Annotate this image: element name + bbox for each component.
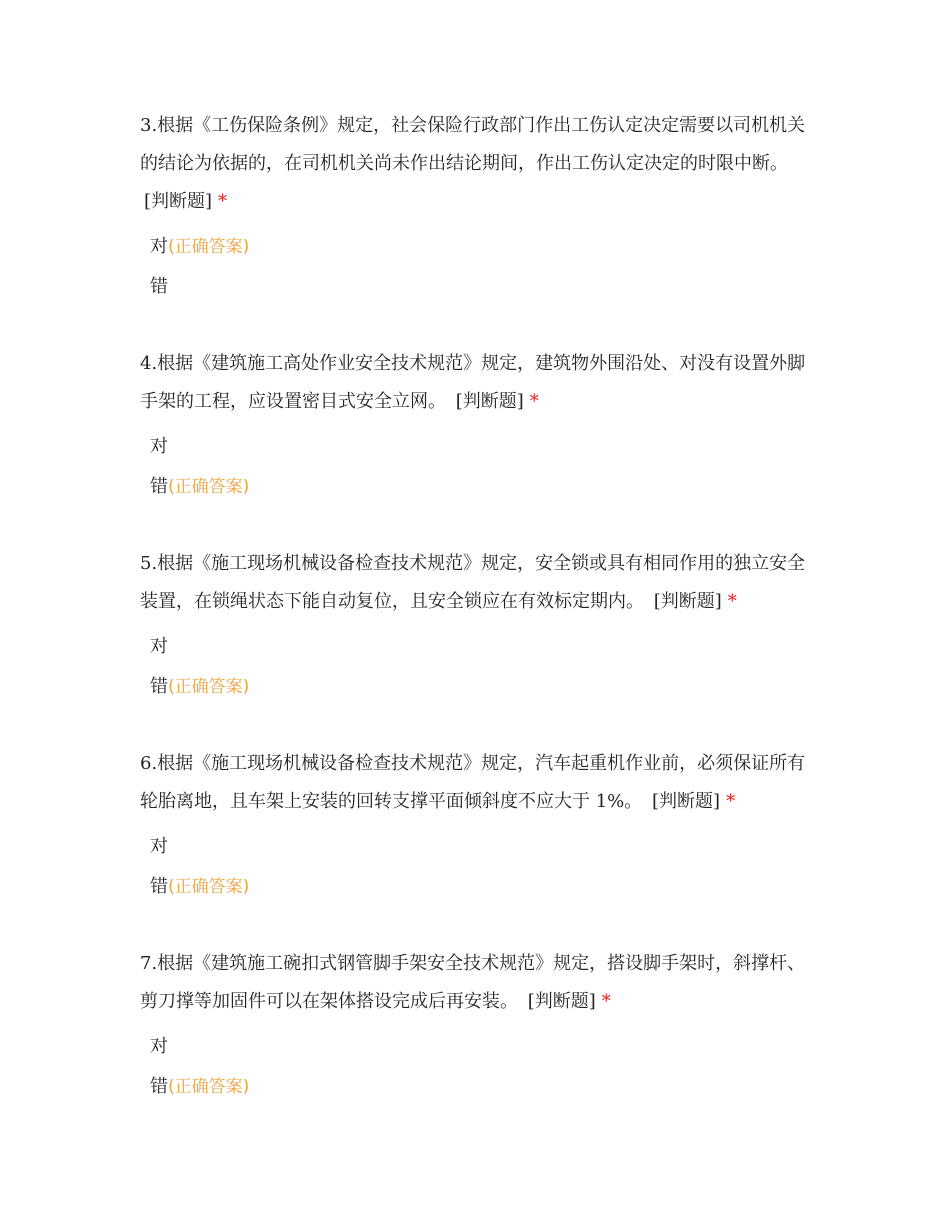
options-list — [140, 427, 810, 507]
option-label: 错 — [150, 276, 168, 297]
option-label: 错 — [150, 476, 168, 497]
question-text — [140, 345, 810, 421]
required-marker: * — [726, 791, 736, 812]
correct-answer-tag: (正确答案) — [168, 877, 250, 897]
options-list — [140, 827, 810, 907]
correct-answer-tag: (正确答案) — [168, 477, 250, 497]
question-type-label: [判断题] — [144, 191, 213, 212]
option-label: 对 — [150, 636, 168, 657]
required-marker: * — [727, 591, 737, 612]
question-type-label: [判断题] — [455, 391, 524, 412]
option-label: 对 — [150, 836, 168, 857]
option-label: 错 — [150, 676, 168, 697]
question-type-label: [判断题] — [652, 791, 721, 812]
correct-answer-tag: (正确答案) — [168, 677, 250, 697]
question-7 — [140, 945, 810, 1107]
question-body: 7.根据《建筑施工碗扣式钢管脚手架安全技术规范》规定，搭设脚手架时，斜撑杆、剪刀撑等加固件可以在架体搭设完成后再安装。 — [140, 953, 806, 1012]
question-type-label: [判断题] — [653, 591, 722, 612]
required-marker: * — [218, 191, 228, 212]
option-false[interactable] — [150, 867, 820, 907]
question-body: 3.根据《工伤保险条例》规定，社会保险行政部门作出工伤认定决定需要以司机机关的结论为依据的，在司机机关尚未作出结论期间，作出工伤认定决定的时限中断。 — [140, 115, 806, 174]
question-3 — [140, 107, 810, 307]
question-text — [140, 545, 810, 621]
question-5 — [140, 545, 810, 707]
option-label: 对 — [150, 236, 168, 257]
options-list — [140, 1027, 810, 1107]
option-true[interactable] — [150, 1027, 820, 1067]
option-true[interactable] — [150, 427, 820, 467]
option-label: 对 — [150, 1036, 168, 1057]
option-false[interactable] — [150, 467, 820, 507]
options-list — [140, 627, 810, 707]
question-text — [140, 745, 810, 821]
option-label: 对 — [150, 436, 168, 457]
option-true[interactable] — [150, 227, 820, 267]
option-label: 错 — [150, 876, 168, 897]
question-6 — [140, 745, 810, 907]
question-body: 5.根据《施工现场机械设备检查技术规范》规定，安全锁或具有相同作用的独立安全装置，在锁绳状态下能自动复位，且安全锁应在有效标定期内。 — [140, 553, 806, 612]
options-list — [140, 227, 810, 307]
question-text — [140, 945, 810, 1021]
required-marker: * — [529, 391, 539, 412]
question-4 — [140, 345, 810, 507]
option-true[interactable] — [150, 827, 820, 867]
question-type-label: [判断题] — [527, 991, 596, 1012]
question-body: 6.根据《施工现场机械设备检查技术规范》规定，汽车起重机作业前，必须保证所有轮胎离地，且车架上安装的回转支撑平面倾斜度不应大于 1%。 — [140, 753, 806, 812]
option-label: 错 — [150, 1076, 168, 1097]
option-false[interactable] — [150, 667, 820, 707]
question-body: 4.根据《建筑施工高处作业安全技术规范》规定，建筑物外围沿处、对没有设置外脚手架的工程，应设置密目式安全立网。 — [140, 353, 806, 412]
option-false[interactable] — [150, 267, 820, 307]
option-false[interactable] — [150, 1067, 820, 1107]
option-true[interactable] — [150, 627, 820, 667]
correct-answer-tag: (正确答案) — [168, 237, 250, 257]
question-text — [140, 107, 810, 221]
required-marker: * — [601, 991, 611, 1012]
correct-answer-tag: (正确答案) — [168, 1077, 250, 1097]
